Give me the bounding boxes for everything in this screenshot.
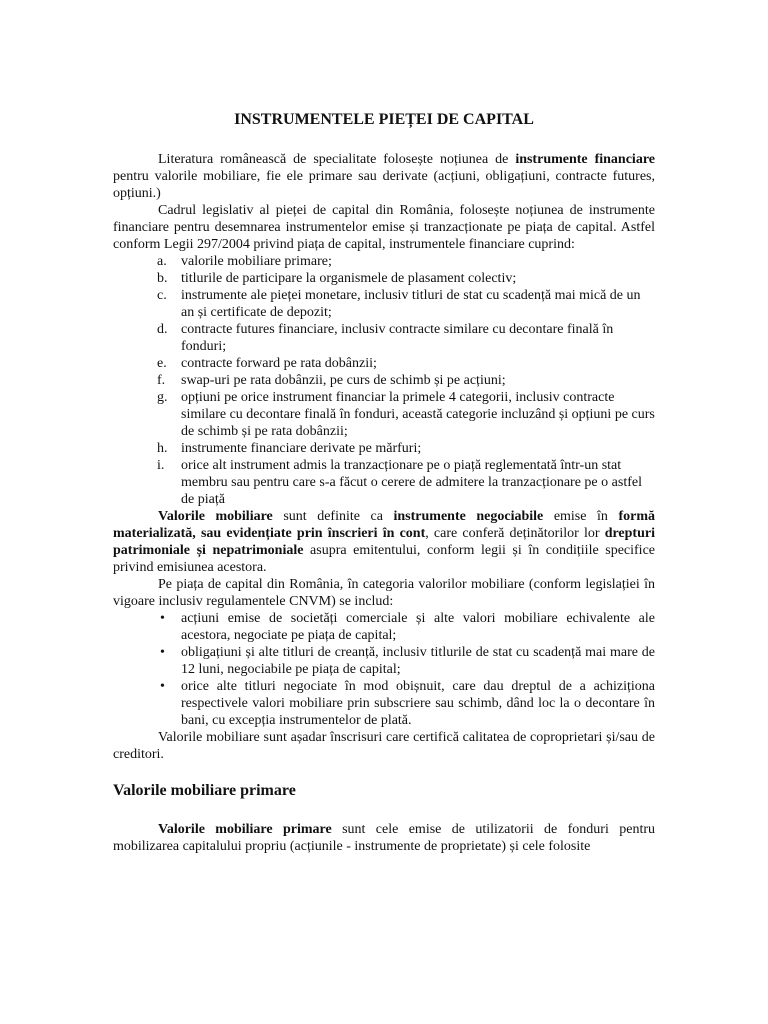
list-item (113, 355, 655, 372)
list-item (113, 610, 655, 644)
list-item-text: acțiuni emise de societăți comerciale și alte valori mobiliare echivalente ale acestora, negociate pe piața de capital; (181, 611, 655, 643)
list-item (113, 270, 655, 287)
instruments-list (113, 253, 655, 508)
list-marker: c. (157, 288, 167, 303)
bullet-icon: • (160, 645, 165, 660)
list-item-text: contracte futures financiare, inclusiv contracte similare cu decontare finală în fonduri; (181, 322, 614, 354)
text-run: , care conferă deținătorilor lor (425, 526, 605, 541)
intro-bold-term: instrumente financiare (515, 152, 655, 167)
bold-term: formă materializată, sau evidențiate prin înscrieri în cont (113, 509, 656, 541)
list-item-text: contracte forward pe rata dobânzii; (181, 356, 377, 371)
list-item-text: opțiuni pe orice instrument financiar la primele 4 categorii, inclusiv contracte similare cu decontare finală în fonduri, această categorie incluzând și opțiuni pe curs de schimb și pe rata dobânzii; (181, 390, 655, 439)
list-marker: b. (157, 271, 168, 286)
list-marker: g. (157, 390, 168, 405)
securities-definition-paragraph (113, 508, 655, 576)
list-item-text: orice alte titluri negociate în mod obișnuit, care dau dreptul de a achiziționa respectivele valori mobiliare prin subscriere sau schimb, dând loc la o decontare în bani, cu excepția instrumentelor de plată. (181, 679, 655, 728)
list-marker: h. (157, 441, 168, 456)
intro-text-end: pentru valorile mobiliare, fie ele primare sau derivate (acțiuni, obligațiuni, contracte futures, opțiuni.) (113, 169, 655, 201)
text-run: sunt cele emise de utilizatorii de fonduri pentru mobilizarea capitalului propriu (acțiunile - instrumente de proprietate) și cele folosite (113, 822, 655, 854)
list-item (113, 372, 655, 389)
list-marker: d. (157, 322, 168, 337)
section-paragraph (113, 821, 655, 855)
bold-term: Valorile mobiliare (158, 509, 273, 524)
document-body (113, 110, 655, 855)
capital-market-paragraph: Pe piața de capital din România, în categoria valorilor mobiliare (conform legislației în vigoare inclusiv regulamentele CNVM) se includ: (113, 577, 655, 609)
list-item (113, 287, 655, 321)
list-item-text: obligațiuni și alte titluri de creanță, inclusiv titlurile de stat cu scadență mai mare de 12 luni, negociabile pe piața de capital; (181, 645, 655, 677)
list-item (113, 321, 655, 355)
intro-paragraph (113, 151, 655, 202)
bold-term: instrumente negociabile (393, 509, 544, 524)
list-marker: a. (157, 254, 167, 269)
list-item-text: instrumente financiare derivate pe mărfuri; (181, 441, 422, 456)
list-item-text: instrumente ale pieței monetare, inclusiv titluri de stat cu scadență mai mică de un an și certificate de depozit; (181, 288, 641, 320)
list-item (113, 440, 655, 457)
list-item-text: orice alt instrument admis la tranzacționare pe o piață reglementată într-un stat membru sau pentru care s-a făcut o cerere de admitere la tranzacționare pe o astfel de piață (181, 458, 642, 507)
bold-term: Valorile mobiliare primare (158, 822, 332, 837)
list-marker: i. (157, 458, 165, 473)
bullet-icon: • (160, 611, 165, 626)
text-run: sunt definite ca (272, 509, 394, 524)
list-item-text: titlurile de participare la organismele de plasament colectiv; (181, 271, 517, 286)
list-marker: f. (157, 373, 166, 388)
legal-framework-paragraph: Cadrul legislativ al pieței de capital din România, folosește noțiunea de instrumente financiare pentru desemnarea instrumentelor emise și tranzacționate pe piața de capital. Astfel conform Legii 297/2004 privind piața de capital, instrumentele financiare cuprind: (113, 203, 655, 252)
section-heading: Valorile mobiliare primare (113, 782, 296, 799)
list-item-text: swap-uri pe rata dobânzii, pe curs de schimb și pe acțiuni; (181, 373, 506, 388)
bullet-icon: • (160, 679, 165, 694)
list-item-text: valorile mobiliare primare; (181, 254, 332, 269)
bold-term: drepturi patrimoniale și nepatrimoniale (113, 526, 655, 558)
securities-bullet-list (113, 610, 655, 729)
list-item (113, 678, 655, 729)
text-run: emise în (543, 509, 619, 524)
intro-text-start: Literatura românească de specialitate folosește noțiunea de (158, 152, 516, 167)
list-marker: e. (157, 356, 167, 371)
list-item (113, 389, 655, 440)
page-title: INSTRUMENTELE PIEȚEI DE CAPITAL (234, 111, 534, 128)
list-item (113, 457, 655, 508)
text-run: asupra emitentului, conform legii și în condițiile specifice privind emisiunea acestora. (113, 543, 655, 575)
list-item (113, 644, 655, 678)
conclusion-paragraph: Valorile mobiliare sunt așadar înscrisuri care certifică calitatea de coproprietari și/sau de creditori. (113, 730, 655, 762)
list-item (113, 253, 655, 270)
